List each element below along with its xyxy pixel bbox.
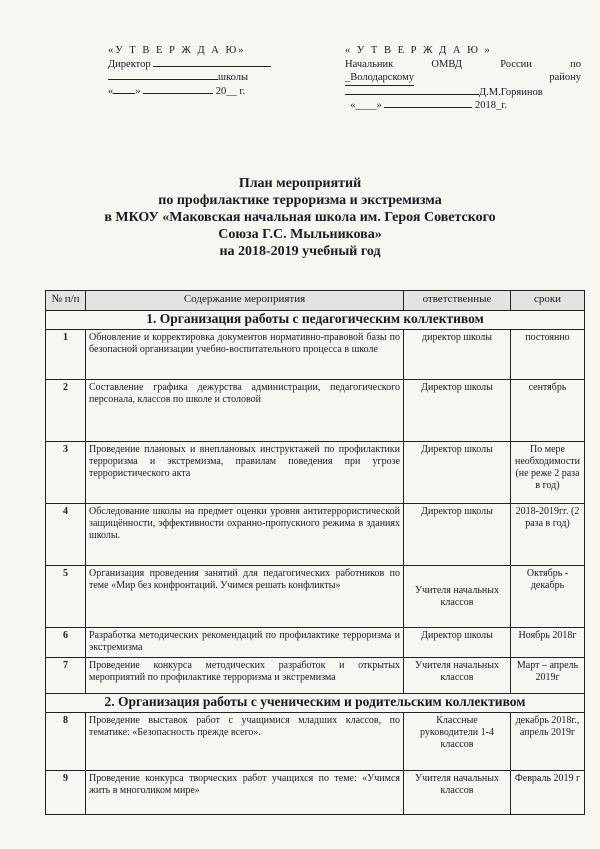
table-row: 9 Проведение конкурса творческих работ учащихся по теме: «Учимся жить в многоликом мире» Учителя начальных классов Февраль 2019 г [46,771,585,815]
table-row: 1 Обновление и корректировка документов нормативно-правовой базы по безопасной организации учебно-воспитательного процесса в школе директор школы постоянно [46,330,585,380]
table-row: 3 Проведение плановых и внеплановых инструктажей по профилактики терроризма и экстремизма, правилам поведения при угрозе террористического акта Директор школы По мере необходимости (не реже 2 раза в год) [46,442,585,504]
approval-right: « У Т В Е Р Ж Д А Ю » Начальник ОМВД России по _Володарскому району Д.М.Горяинов «____» 2018_г. [345,45,581,111]
approval-heading: «У Т В Е Р Ж Д А Ю» [108,45,246,56]
school-label: школы [218,72,249,83]
table-row: 8 Проведение выставок работ с учащимися младших классов, по тематике: «Безопасность прежде всего». Классные руководители 1-4 классов декабрь 2018г., апрель 2019г [46,713,585,771]
table-row: 4 Обследование школы на предмет оценки уровня антитеррористической защищённости, эффективности охранно-пропускного режима в зданиях школы. Директор школы 2018-2019гг. (2 раза в год) [46,504,585,566]
col-terms-header: сроки [511,291,585,311]
plan-table [45,290,585,815]
col-number-header: № п/п [46,291,86,311]
col-responsible-header: ответственные [404,291,511,311]
table-row: 5 Организация проведения занятий для педагогических работников по теме «Мир без конфронтаций. Учимся решать конфликты» Учителя начальных классов Октябрь - декабрь [46,566,585,628]
approval-heading: « У Т В Е Р Ж Д А Ю » [345,45,492,56]
section-title: 2. Организация работы с ученическим и родительским коллективом [46,694,585,713]
table-header [46,291,585,311]
section-title: 1. Организация работы с педагогическим коллективом [46,311,585,330]
section-row [46,694,585,713]
table-row: 2 Составление графика дежурства администрации, педагогического персонала, классов по школе и столовой Директор школы сентябрь [46,380,585,442]
table-row: 6 Разработка методических рекомендаций по профилактике терроризма и экстремизма Директор школы Ноябрь 2018г [46,628,585,658]
signatory-name: Д.М.Горяинов [479,86,543,98]
year-label: 20__ г. [215,85,246,97]
table-row: 7 Проведение конкурса методических разработок и открытых мероприятий по профилактике терроризма и экстремизма Учителя начальных классов Март – апрель 2019г [46,658,585,694]
col-content-header: Содержание мероприятия [86,291,404,311]
document-title: План мероприятий по профилактике терроризма и экстремизма в МКОУ «Маковская начальная школа им. Героя Советского Союза Г.С. Мыльникова» на 2018-2019 учебный год [104,176,496,259]
approval-left: «У Т В Е Р Ж Д А Ю» Директор школы « » 20__ г. [108,44,278,98]
section-row [46,311,585,330]
director-label: Директор [108,58,151,70]
